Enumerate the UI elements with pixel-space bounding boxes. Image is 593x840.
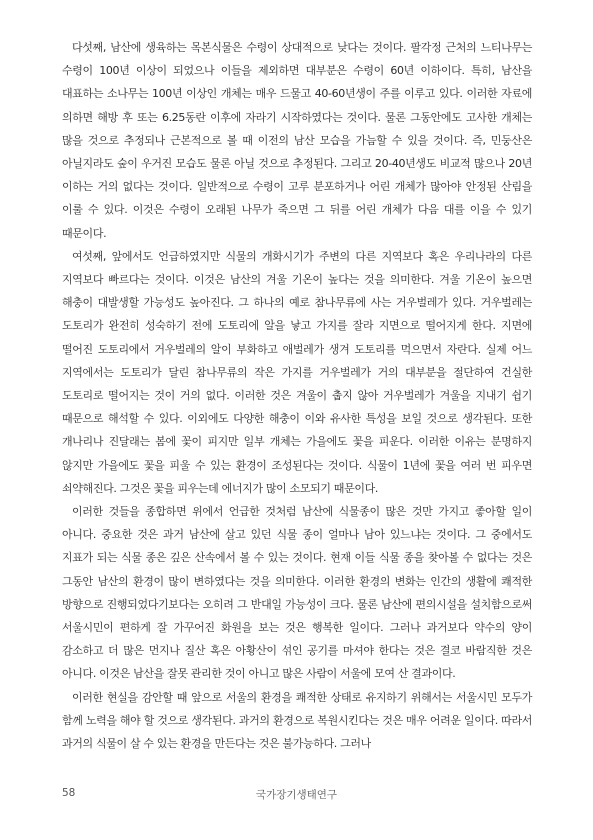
body-text bbox=[62, 36, 532, 755]
paragraph-conclusion: 이러한 현실을 감안할 때 앞으로 서울의 환경을 쾌적한 상태로 유지하기 위해서는 서울시민 모두가 함께 노력을 해야 할 것으로 생각된다. 과거의 환경으로 복원시킨다는 것은 매우 어려운 일이다. 따라서 과거의 식물이 살 수 있는 환경을 만든다는 것은 불가능하다. 그러나 bbox=[62, 690, 532, 751]
paragraph-sixth: 여섯째, 앞에서도 언급하였지만 식물의 개화시기가 주변의 다른 지역보다 혹은 우리나라의 다른 지역보다 빠르다는 것이다. 이것은 남산의 겨울 기온이 높다는 것을 의미한다. 겨울 기온이 높으면 해충이 대발생할 가능성도 높아진다. 그 하나의 예로 참나무류에 사는 거우벌레가 있다. 거우벌레는 도토리가 완전히 성숙하기 전에 도토리에 알을 낳고 가지를 잘라 지면으로 떨어지게 한다. 지면에 떨어진 도토리에서 거우벌레의 알이 부화하고 애벌레가 생겨 도토리를 먹으면서 자란다. 실제 어느 지역에서는 도토리가 달린 참나무류의 작은 가지를 거우벌레가 거의 대부분을 절단하여 건실한 도토리로 떨어지는 것이 거의 없다. 이러한 것은 겨울이 춥지 않아 거우벌레가 겨울을 지내기 쉽기 때문으로 해석할 수 있다. 이외에도 다양한 해충이 이와 유사한 특성을 보일 것으로 생각된다. 또한 개나리나 진달래는 봄에 꽃이 피지만 일부 개체는 가을에도 꽃을 피운다. 이러한 이유는 분명하지 않지만 가을에도 꽃을 피울 수 있는 환경이 조성된다는 것이다. 식물이 1년에 꽃을 여러 번 피우면 쇠약해진다. 그것은 꽃을 피우는데 에너지가 많이 소모되기 때문이다. bbox=[62, 249, 532, 495]
page-number: 58 bbox=[62, 787, 76, 799]
paragraph-fifth: 다섯째, 남산에 생육하는 목본식물은 수령이 상대적으로 낮다는 것이다. 팔각정 근처의 느티나무는 수령이 100년 이상이 되었으나 이들을 제외하면 대부분은 수령이 60년 이하이다. 특히, 남산을 대표하는 소나무는 100년 이상인 개체는 매우 드물고 40-60년생이 주를 이루고 있다. 이러한 자료에 의하면 해방 후 또는 6.25동란 이후에 자라기 시작하였다는 것이다. 물론 그동안에도 고사한 개체는 많을 것으로 추정되나 근본적으로 볼 때 이전의 남산 모습을 가늠할 수 있을 것이다. 즉, 민둥산은 아닐지라도 숲이 우거진 모습도 물론 아닐 것으로 추정된다. 그리고 20-40년생도 비교적 많으나 20년 이하는 거의 없다는 것이다. 일반적으로 수령이 고루 분포하거나 어린 개체가 많아야 안정된 산림을 이룰 수 있다. 이것은 수령이 오래된 나무가 죽으면 그 뒤를 어린 개체가 다음 대를 이을 수 있기 때문이다. bbox=[62, 41, 532, 240]
publication-title: 국가장기생태연구 bbox=[255, 789, 338, 801]
paragraph-synthesis: 이러한 것들을 종합하면 위에서 언급한 것처럼 남산에 식물종이 많은 것만 가지고 좋아할 일이 아니다. 중요한 것은 과거 남산에 살고 있던 식물 종이 얼마나 남아 있느냐는 것이다. 그 중에서도 지표가 되는 식물 종은 깊은 산속에서 볼 수 있는 것이다. 현재 이들 식물 종을 찾아볼 수 없다는 것은 그동안 남산의 환경이 많이 변하였다는 것을 의미한다. 이러한 환경의 변화는 인간의 생활에 쾌적한 방향으로 진행되었다기보다는 오히려 그 반대일 가능성이 크다. 물론 남산에 편의시설을 설치함으로써 서울시민이 편하게 잘 가꾸어진 화원을 보는 것은 행복한 일이다. 그러나 과거보다 약수의 양이 감소하고 더 많은 먼지나 질산 혹은 아황산이 섞인 공기를 마셔야 한다는 것은 결코 바람직한 것은 아니다. 이것은 남산을 잘못 관리한 것이 아니고 많은 사람이 서울에 모여 산 결과이다. bbox=[62, 505, 532, 681]
